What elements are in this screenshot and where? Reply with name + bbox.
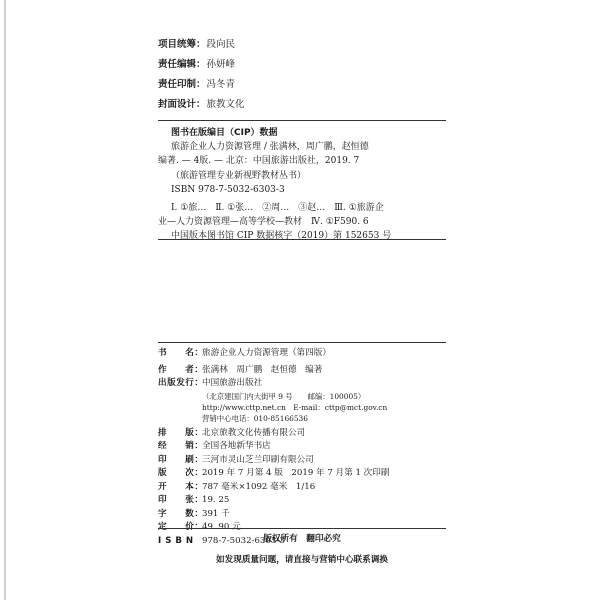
colophon-row-title: [158, 347, 458, 361]
publisher-name: 中国旅游出版社: [202, 378, 263, 388]
staff-row: [158, 35, 245, 55]
cip-bottom-divider: [158, 239, 446, 240]
word-count: 391 千: [202, 508, 230, 519]
staff-value: 旅教文化: [206, 99, 245, 110]
publisher-address: （北京建国门内大街甲 9 号 邮编：100005）: [202, 391, 366, 401]
colophon-label: I S B N: [158, 535, 194, 546]
colophon-row-words: [158, 508, 458, 522]
cip-isbn-line: ISBN 978-7-5032-6303-3: [171, 184, 285, 195]
colophon-row-format: [158, 481, 458, 495]
cip-subject-line: Ⅰ. ①旅… Ⅱ. ①张… ②周… ③赵… Ⅲ. ①旅游企: [171, 203, 384, 214]
staff-label: 责任编辑：: [158, 59, 206, 70]
publisher-block: [202, 377, 458, 424]
book-format: 787 毫米×1092 毫米 1/16: [202, 481, 316, 492]
staff-value: 孙妍峰: [206, 59, 236, 70]
colophon-label: 作 者：: [158, 364, 204, 375]
isbn-number: 978-7-5032-6303-3: [202, 535, 285, 546]
colophon-label: 定 价：: [158, 522, 204, 532]
colophon-label: 书 名：: [158, 348, 204, 358]
colophon-label: 开 本：: [158, 481, 204, 492]
colophon-label: 排 版：: [158, 427, 204, 438]
rights-statement: 版权所有 翻印必究: [263, 534, 341, 544]
colophon-row-typesetting: [158, 427, 458, 441]
staff-label: 责任印制：: [158, 79, 206, 90]
cip-heading: 图书在版编目（CIP）数据: [171, 128, 278, 138]
colophon-label: 经 销：: [158, 441, 204, 451]
publisher-web: http://www.cttp.net.cn E-mail：cttp@mct.gov.cn: [202, 402, 388, 412]
colophon-row-authors: [158, 364, 458, 378]
staff-value: 段向民: [206, 39, 236, 50]
cip-series-line: （旅游管理专业新视野教材丛书）: [171, 170, 307, 181]
page-edge: [4, 0, 6, 600]
colophon-row-edition: [158, 467, 458, 481]
book-authors: 张满林 周广鹏 赵恒德 编著: [202, 364, 323, 375]
colophon-label: 印 张：: [158, 495, 204, 505]
cip-top-divider: [158, 120, 446, 121]
cip-subject-line-2: 业—人力资源管理—高等学校—教材 Ⅳ. ①F590. 6: [158, 217, 369, 228]
colophon-label: 版 次：: [158, 468, 204, 478]
typesetter: 北京旅教文化传播有限公司: [202, 427, 306, 438]
colophon-row-printing: [158, 454, 458, 468]
staff-value: 冯冬青: [206, 79, 236, 90]
colophon-row-publisher: [158, 377, 458, 424]
staff-label: 封面设计：: [158, 99, 206, 110]
colophon: [158, 347, 458, 548]
printed-sheets: 19. 25: [202, 495, 230, 505]
staff-credits: [158, 35, 245, 115]
cip-block: [158, 126, 450, 244]
quality-notice: 如发现质量问题，请直接与营销中心联系调换: [216, 555, 388, 565]
printer: 三河市灵山芝兰印刷有限公司: [202, 454, 314, 465]
colophon-top-divider: [158, 342, 446, 343]
staff-row: [158, 95, 245, 115]
colophon-label: 字 数：: [158, 508, 204, 519]
staff-label: 项目统筹：: [158, 39, 206, 50]
colophon-label: 出版发行：: [158, 378, 204, 388]
book-title: 旅游企业人力资源管理（第四版）: [202, 348, 331, 358]
edition-info: 2019 年 7 月第 4 版 2019 年 7 月第 1 次印刷: [202, 468, 390, 478]
publisher-phone: 营销中心电话：010-85166536: [202, 413, 308, 423]
colophon-row-sheets: [158, 494, 458, 508]
colophon-label: 印 刷：: [158, 454, 204, 465]
staff-row: [158, 75, 245, 95]
cip-title-line: 旅游企业人力资源管理 / 张满林，周广鹏，赵恒德: [171, 142, 369, 153]
book-price: 49. 90 元: [202, 522, 241, 532]
staff-row: [158, 55, 245, 75]
cip-number-line: 中国版本图书馆 CIP 数据核字（2019）第 152653 号: [171, 231, 392, 242]
cip-edition-line: 编著. — 4版. — 北京：中国旅游出版社，2019. 7: [158, 156, 360, 167]
colophon-row-distribution: [158, 440, 458, 454]
distributor: 全国各地新华书店: [202, 441, 271, 451]
colophon-bottom-divider: [158, 528, 446, 529]
